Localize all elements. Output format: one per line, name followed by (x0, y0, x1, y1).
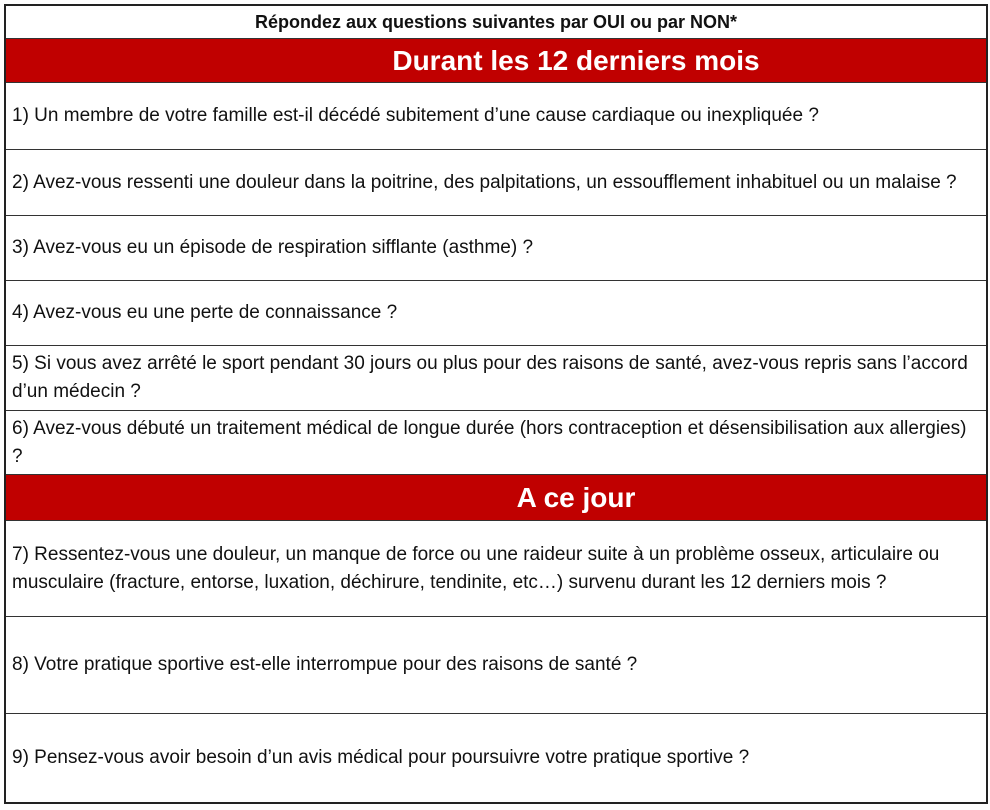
question-text: 7) Ressentez-vous une douleur, un manque de force ou une raideur suite à un problème osseux, articulaire ou musculaire (fracture, entorse, luxation, déchirure, tendinite, etc…) survenu durant les 12 derniers mois ? (12, 543, 940, 593)
question-row-7 (6, 521, 986, 617)
question-text: 1) Un membre de votre famille est-il décédé subitement d’une cause cardiaque ou inexpliquée ? (12, 105, 819, 126)
question-text: 4) Avez-vous eu une perte de connaissance ? (12, 302, 398, 323)
question-text: 2) Avez-vous ressenti une douleur dans la poitrine, des palpitations, un essoufflement inhabituel ou un malaise ? (12, 171, 957, 193)
question-row-3 (6, 216, 986, 281)
question-row-2 (6, 150, 986, 216)
question-text: 8) Votre pratique sportive est-elle interrompue pour des raisons de santé ? (12, 654, 638, 675)
question-row-6 (6, 411, 986, 475)
question-row-4 (6, 281, 986, 346)
question-row-8 (6, 617, 986, 714)
question-text: 3) Avez-vous eu un épisode de respiration sifflante (asthme) ? (12, 237, 534, 258)
question-row-5 (6, 346, 986, 411)
instructions-header: Répondez aux questions suivantes par OUI ou par NON* (6, 6, 986, 39)
question-row-9 (6, 714, 986, 802)
question-text: 6) Avez-vous débuté un traitement médical de longue durée (hors contraception et désensibilisation aux allergies) ? (12, 417, 967, 467)
question-row-1 (6, 83, 986, 150)
section-header-today: A ce jour (6, 475, 986, 521)
questionnaire-table (4, 4, 988, 804)
question-text: 9) Pensez-vous avoir besoin d’un avis médical pour poursuivre votre pratique sportive ? (12, 747, 750, 768)
section-header-last-12-months: Durant les 12 derniers mois (6, 39, 986, 83)
question-text: 5) Si vous avez arrêté le sport pendant 30 jours ou plus pour des raisons de santé, avez-vous repris sans l’accord d’un médecin ? (12, 353, 968, 402)
